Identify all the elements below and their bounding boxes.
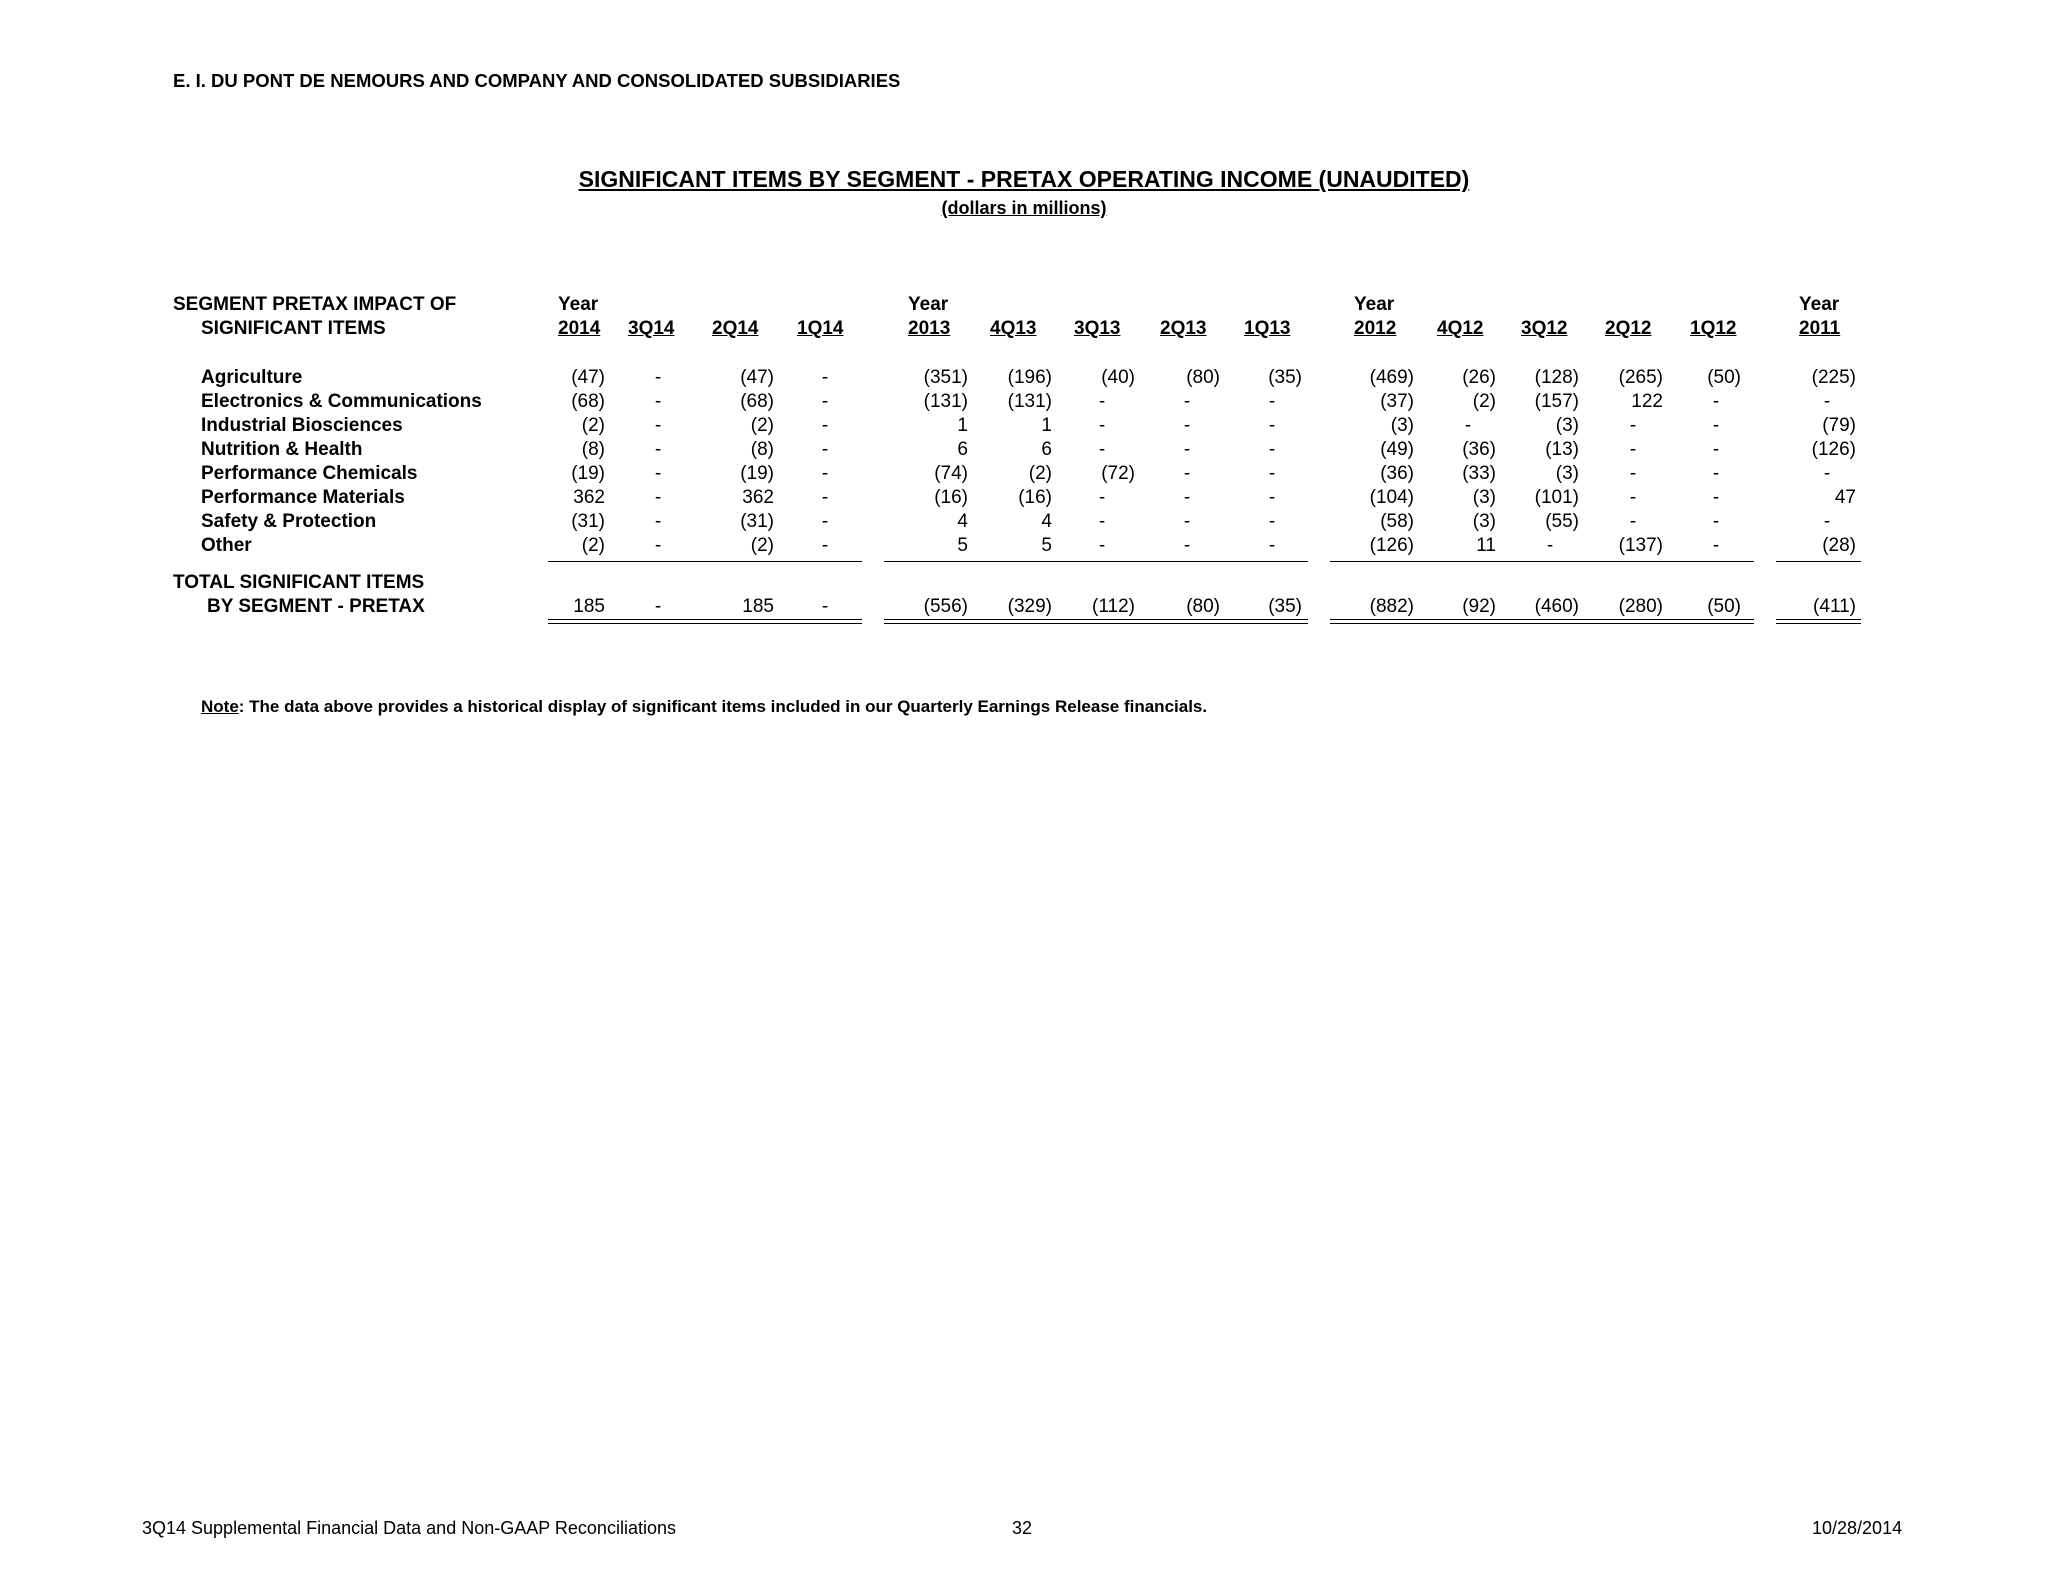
column-header-top: Year <box>558 294 599 315</box>
row-label: Other <box>201 535 252 556</box>
row-label: Nutrition & Health <box>201 439 363 460</box>
row-label: Performance Chemicals <box>201 463 418 484</box>
table-cell: (2) <box>1472 391 1496 412</box>
table-cell: - <box>1268 415 1276 436</box>
table-cell: - <box>1712 487 1720 508</box>
row-label: Electronics & Communications <box>201 391 482 412</box>
table-cell: (55) <box>1545 511 1579 532</box>
table-cell: - <box>1183 415 1191 436</box>
table-cell: - <box>654 415 662 436</box>
table-cell: (36) <box>1380 463 1414 484</box>
table-cell: - <box>821 463 829 484</box>
table-cell: - <box>1629 439 1637 460</box>
table-cell: - <box>821 367 829 388</box>
table-cell: - <box>654 367 662 388</box>
subtotal-rule <box>1776 561 1861 562</box>
table-cell: - <box>821 439 829 460</box>
table-cell: - <box>1823 511 1831 532</box>
total-cell: (882) <box>1369 596 1414 617</box>
table-cell: - <box>1098 487 1106 508</box>
table-cell: (2) <box>750 535 774 556</box>
table-cell: (2) <box>581 415 605 436</box>
table-cell: 1 <box>1041 415 1052 436</box>
table-cell: 1 <box>957 415 968 436</box>
total-double-rule <box>548 619 862 624</box>
table-cell: - <box>1268 511 1276 532</box>
total-double-rule <box>1776 619 1861 624</box>
table-cell: (13) <box>1545 439 1579 460</box>
column-header: 4Q13 <box>990 318 1037 339</box>
row-label: Agriculture <box>201 367 303 388</box>
total-cell: (80) <box>1186 596 1220 617</box>
table-cell: (47) <box>571 367 605 388</box>
column-header: 3Q13 <box>1074 318 1121 339</box>
table-cell: - <box>1268 487 1276 508</box>
table-cell: - <box>654 391 662 412</box>
table-cell: - <box>1712 463 1720 484</box>
table-cell: 47 <box>1834 487 1856 508</box>
total-cell: - <box>821 596 829 617</box>
table-cell: (469) <box>1369 367 1414 388</box>
table-cell: (3) <box>1390 415 1414 436</box>
header-label-line-2: SIGNIFICANT ITEMS <box>201 318 386 339</box>
table-cell: - <box>1098 415 1106 436</box>
table-cell: (157) <box>1534 391 1579 412</box>
table-cell: (3) <box>1472 511 1496 532</box>
table-cell: - <box>1629 487 1637 508</box>
total-cell: (35) <box>1268 596 1302 617</box>
company-name: E. I. DU PONT DE NEMOURS AND COMPANY AND CONSOLIDATED SUBSIDIARIES <box>173 70 901 91</box>
table-cell: - <box>1268 463 1276 484</box>
table-cell: - <box>654 535 662 556</box>
row-label: Performance Materials <box>201 487 405 508</box>
table-cell: - <box>821 415 829 436</box>
table-cell: 11 <box>1476 535 1496 556</box>
table-cell: - <box>1183 511 1191 532</box>
footer-date: 10/28/2014 <box>1812 1518 1903 1538</box>
table-cell: (19) <box>571 463 605 484</box>
total-cell: (411) <box>1813 596 1856 617</box>
table-cell: (128) <box>1534 367 1579 388</box>
table-cell: - <box>654 487 662 508</box>
table-cell: (16) <box>1018 487 1052 508</box>
total-double-rule <box>1330 619 1754 624</box>
column-header-top: Year <box>908 294 949 315</box>
column-header: 1Q13 <box>1244 318 1291 339</box>
table-cell: (36) <box>1462 439 1496 460</box>
table-cell: (28) <box>1822 535 1856 556</box>
table-cell: (47) <box>740 367 774 388</box>
table-cell: (68) <box>571 391 605 412</box>
table-cell: - <box>1823 391 1831 412</box>
table-cell: (101) <box>1534 487 1579 508</box>
table-cell: (33) <box>1462 463 1496 484</box>
total-cell: 185 <box>742 596 774 617</box>
table-cell: 4 <box>1041 511 1052 532</box>
table-cell: (16) <box>934 487 968 508</box>
column-header-top: Year <box>1354 294 1395 315</box>
total-cell: 185 <box>573 596 605 617</box>
table-cell: - <box>1098 535 1106 556</box>
total-label-line-1: TOTAL SIGNIFICANT ITEMS <box>173 572 425 593</box>
table-cell: (196) <box>1007 367 1052 388</box>
table-cell: (72) <box>1101 463 1135 484</box>
table-cell: - <box>1183 391 1191 412</box>
table-cell: (68) <box>740 391 774 412</box>
column-header: 3Q14 <box>628 318 675 339</box>
row-label: Industrial Biosciences <box>201 415 403 436</box>
table-cell: - <box>1629 511 1637 532</box>
table-cell: (74) <box>934 463 968 484</box>
footnote-label: Note <box>201 697 239 716</box>
table-cell: - <box>1098 439 1106 460</box>
column-header: 2013 <box>908 318 951 339</box>
table-cell: (79) <box>1822 415 1856 436</box>
table-cell: 362 <box>573 487 605 508</box>
table-cell: - <box>1183 463 1191 484</box>
table-cell: (137) <box>1618 535 1663 556</box>
table-cell: (31) <box>571 511 605 532</box>
table-cell: - <box>821 511 829 532</box>
subtotal-rule <box>884 561 1308 562</box>
footer-page-number: 32 <box>1012 1518 1033 1538</box>
table-cell: 6 <box>1041 439 1052 460</box>
table-cell: (126) <box>1811 439 1856 460</box>
subtotal-rule <box>548 561 862 562</box>
column-header: 1Q14 <box>797 318 844 339</box>
table-cell: (3) <box>1555 415 1579 436</box>
column-header: 2Q14 <box>712 318 759 339</box>
total-cell: (556) <box>923 596 968 617</box>
table-cell: 4 <box>957 511 968 532</box>
table-cell: (37) <box>1380 391 1414 412</box>
table-cell: - <box>1268 439 1276 460</box>
table-cell: (351) <box>923 367 968 388</box>
total-cell: - <box>654 596 662 617</box>
page-subtitle: (dollars in millions) <box>941 198 1107 218</box>
subtotal-rule <box>1330 561 1754 562</box>
table-cell: (26) <box>1462 367 1496 388</box>
table-cell: (58) <box>1380 511 1414 532</box>
table-cell: - <box>1268 535 1276 556</box>
table-cell: (8) <box>581 439 605 460</box>
column-header: 2Q13 <box>1160 318 1207 339</box>
table-cell: - <box>1183 439 1191 460</box>
column-header: 2014 <box>558 318 601 339</box>
column-header: 4Q12 <box>1437 318 1484 339</box>
table-cell: - <box>821 487 829 508</box>
table-cell: (265) <box>1618 367 1663 388</box>
table-cell: - <box>1712 415 1720 436</box>
table-cell: - <box>654 511 662 532</box>
column-header: 2012 <box>1354 318 1397 339</box>
table-cell: - <box>1268 391 1276 412</box>
total-cell: (329) <box>1007 596 1052 617</box>
table-cell: - <box>1712 391 1720 412</box>
table-cell: (225) <box>1811 367 1856 388</box>
total-cell: (92) <box>1462 596 1496 617</box>
table-cell: (49) <box>1380 439 1414 460</box>
table-cell: 362 <box>742 487 774 508</box>
page-title: SIGNIFICANT ITEMS BY SEGMENT - PRETAX OPERATING INCOME (UNAUDITED) <box>578 166 1470 192</box>
column-header: 1Q12 <box>1690 318 1737 339</box>
table-cell: (80) <box>1186 367 1220 388</box>
table-cell: 5 <box>957 535 968 556</box>
table-cell: - <box>1629 415 1637 436</box>
table-cell: (2) <box>750 415 774 436</box>
table-cell: (2) <box>581 535 605 556</box>
column-header-top: Year <box>1799 294 1840 315</box>
table-cell: - <box>1098 391 1106 412</box>
table-cell: - <box>1546 535 1554 556</box>
table-cell: (3) <box>1472 487 1496 508</box>
table-cell: (104) <box>1369 487 1414 508</box>
total-cell: (50) <box>1707 596 1741 617</box>
total-cell: (280) <box>1618 596 1663 617</box>
table-cell: (40) <box>1101 367 1135 388</box>
footer-document-name: 3Q14 Supplemental Financial Data and Non-GAAP Reconciliations <box>142 1518 676 1538</box>
table-cell: (126) <box>1369 535 1414 556</box>
column-header: 3Q12 <box>1521 318 1568 339</box>
table-cell: - <box>654 463 662 484</box>
total-label-line-2: BY SEGMENT - PRETAX <box>207 596 425 617</box>
table-cell: (8) <box>750 439 774 460</box>
total-double-rule <box>884 619 1308 624</box>
table-cell: - <box>1183 487 1191 508</box>
table-cell: - <box>1629 463 1637 484</box>
table-cell: - <box>654 439 662 460</box>
table-cell: (50) <box>1707 367 1741 388</box>
table-cell: - <box>1712 511 1720 532</box>
table-cell: - <box>821 535 829 556</box>
table-cell: (31) <box>740 511 774 532</box>
table-cell: - <box>1712 439 1720 460</box>
table-cell: (131) <box>1007 391 1052 412</box>
table-cell: - <box>1464 415 1472 436</box>
table-cell: 122 <box>1631 391 1663 412</box>
table-cell: 6 <box>957 439 968 460</box>
table-cell: (3) <box>1555 463 1579 484</box>
column-header: 2Q12 <box>1605 318 1652 339</box>
table-cell: - <box>821 391 829 412</box>
table-cell: - <box>1712 535 1720 556</box>
header-label-line-1: SEGMENT PRETAX IMPACT OF <box>173 294 457 315</box>
table-cell: (35) <box>1268 367 1302 388</box>
table-cell: (2) <box>1028 463 1052 484</box>
footnote <box>201 697 1207 717</box>
table-cell: - <box>1183 535 1191 556</box>
table-cell: - <box>1823 463 1831 484</box>
total-cell: (460) <box>1534 596 1579 617</box>
table-cell: (19) <box>740 463 774 484</box>
table-cell: (131) <box>923 391 968 412</box>
column-header: 2011 <box>1799 318 1841 339</box>
table-cell: - <box>1098 511 1106 532</box>
footnote-text: : The data above provides a historical display of significant items included in our Quarterly Earnings Release financials. <box>238 697 1208 716</box>
total-cell: (112) <box>1092 596 1135 617</box>
row-label: Safety & Protection <box>201 511 377 532</box>
table-cell: 5 <box>1041 535 1052 556</box>
